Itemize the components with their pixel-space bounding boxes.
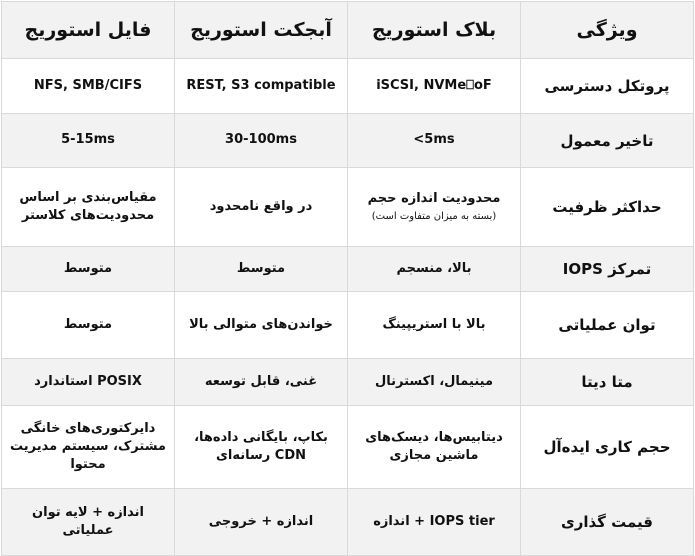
cell-block: <5ms xyxy=(348,114,521,168)
header-object-storage: آبجکت استوریج xyxy=(175,2,348,59)
table-row xyxy=(2,292,694,359)
cell-object: خواندن‌های متوالی بالا xyxy=(175,292,348,359)
table-row xyxy=(2,359,694,406)
cell-object: غنی، قابل توسعه xyxy=(175,359,348,406)
cell-object: در واقع نامحدود xyxy=(175,168,348,247)
cell-feature: حجم کاری ایده‌آل xyxy=(521,406,694,489)
cell-feature: متا دیتا xyxy=(521,359,694,406)
cell-object: اندازه + خروجی xyxy=(175,489,348,556)
table-row xyxy=(2,59,694,114)
cell-block xyxy=(348,168,521,247)
table-row xyxy=(2,114,694,168)
cell-file: دایرکتوری‌های خانگی مشترک، سیستم مدیریت محتوا xyxy=(2,406,175,489)
cell-feature: پروتکل دسترسی xyxy=(521,59,694,114)
table-row xyxy=(2,168,694,247)
table-row xyxy=(2,489,694,556)
cell-block: IOPS tier + اندازه xyxy=(348,489,521,556)
cell-file: POSIX استاندارد xyxy=(2,359,175,406)
header-block-storage: بلاک استوریج xyxy=(348,2,521,59)
cell-object: REST, S3 compatible xyxy=(175,59,348,114)
cell-feature: توان عملیاتی xyxy=(521,292,694,359)
cell-file: اندازه + لایه توان عملیاتی xyxy=(2,489,175,556)
cell-file: NFS, SMB/CIFS xyxy=(2,59,175,114)
cell-block: iSCSI, NVMe⎕oF xyxy=(348,59,521,114)
cell-block-note: (بسته به میزان متفاوت است) xyxy=(371,210,497,222)
header-row xyxy=(2,2,694,59)
cell-object: 30-100ms xyxy=(175,114,348,168)
cell-file: مقیاس‌بندی بر اساس محدودیت‌های کلاستر xyxy=(2,168,175,247)
storage-comparison-table xyxy=(1,1,694,556)
cell-block-main: محدودیت اندازه حجم xyxy=(367,191,501,207)
cell-block: دیتابیس‌ها، دیسک‌های ماشین مجازی xyxy=(348,406,521,489)
cell-object: بکاپ، بایگانی داده‌ها، CDN رسانه‌ای xyxy=(175,406,348,489)
cell-file: متوسط xyxy=(2,292,175,359)
table-row xyxy=(2,406,694,489)
cell-block: بالا، منسجم xyxy=(348,247,521,292)
cell-feature: حداکثر ظرفیت xyxy=(521,168,694,247)
cell-feature: قیمت گذاری xyxy=(521,489,694,556)
cell-file: متوسط xyxy=(2,247,175,292)
header-file-storage: فایل استوریج xyxy=(2,2,175,59)
cell-file: 5-15ms xyxy=(2,114,175,168)
cell-feature: تاخیر معمول xyxy=(521,114,694,168)
table-row xyxy=(2,247,694,292)
cell-block: مینیمال، اکسترنال xyxy=(348,359,521,406)
header-feature: ویژگی xyxy=(521,2,694,59)
cell-object: متوسط xyxy=(175,247,348,292)
cell-block: بالا با استریپینگ xyxy=(348,292,521,359)
cell-feature: تمرکز IOPS xyxy=(521,247,694,292)
